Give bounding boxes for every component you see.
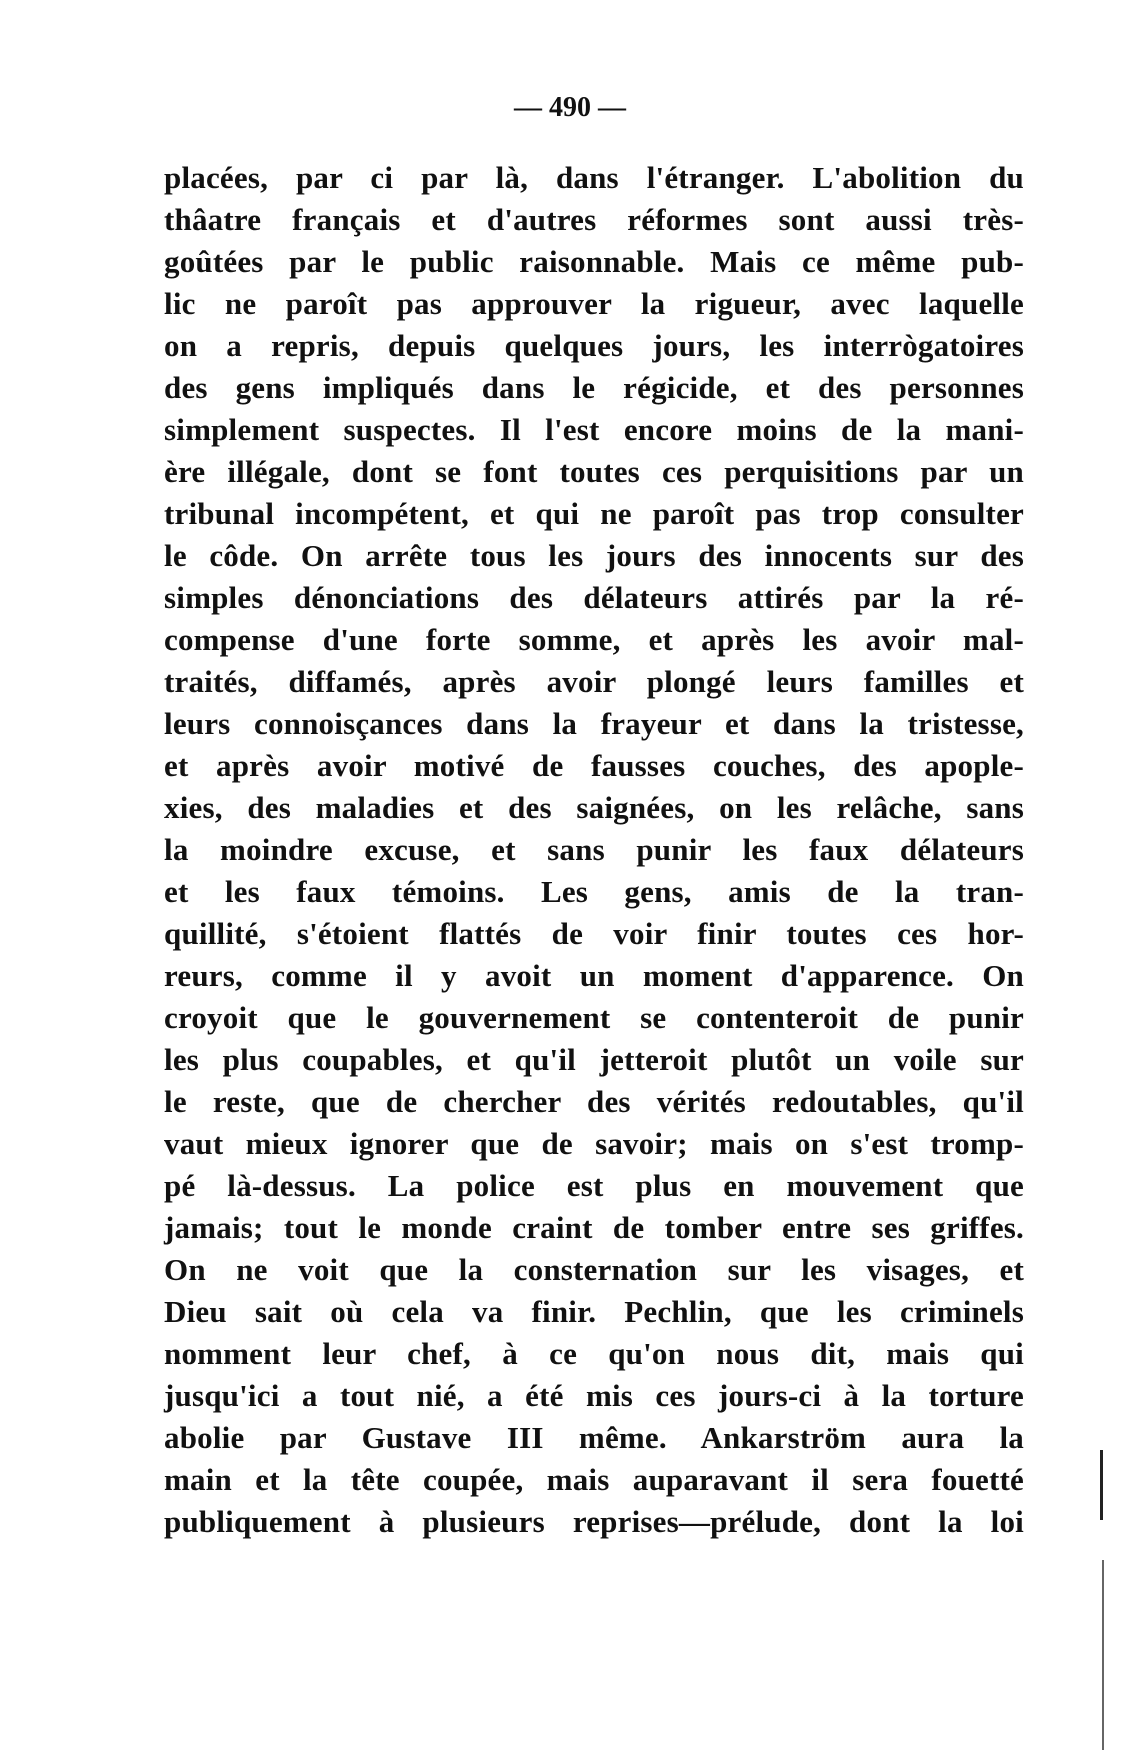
text-line: le reste, que de chercher des vérités redoutables, qu'il bbox=[164, 1084, 1024, 1119]
text-line: simples dénonciations des délateurs attirés par la ré- bbox=[164, 580, 1024, 615]
text-line: les plus coupables, et qu'il jetteroit plutôt un voile sur bbox=[164, 1042, 1024, 1077]
text-line: traités, diffamés, après avoir plongé leurs familles et bbox=[164, 664, 1024, 699]
text-line: pé là-dessus. La police est plus en mouvement que bbox=[164, 1168, 1024, 1203]
text-line: croyoit que le gouvernement se contenteroit de punir bbox=[164, 1000, 1024, 1035]
text-line: on a repris, depuis quelques jours, les interrògatoires bbox=[164, 328, 1024, 363]
scan-edge-mark bbox=[1100, 1450, 1103, 1520]
body-text bbox=[164, 157, 1024, 1543]
text-line: goûtées par le public raisonnable. Mais ce même pub- bbox=[164, 244, 1024, 279]
text-line: placées, par ci par là, dans l'étranger. L'abolition du bbox=[164, 160, 1024, 195]
text-line: reurs, comme il y avoit un moment d'apparence. On bbox=[164, 958, 1024, 993]
text-line: compense d'une forte somme, et après les avoir mal- bbox=[164, 622, 1024, 657]
text-line: xies, des maladies et des saignées, on les relâche, sans bbox=[164, 790, 1024, 825]
page-number: — 490 — bbox=[514, 92, 626, 123]
text-line: la moindre excuse, et sans punir les faux délateurs bbox=[164, 832, 1024, 867]
text-line: tribunal incompétent, et qui ne paroît pas trop consulter bbox=[164, 496, 1024, 531]
text-line: publiquement à plusieurs reprises—prélude, dont la loi bbox=[164, 1504, 1024, 1539]
text-line: quillité, s'étoient flattés de voir finir toutes ces hor- bbox=[164, 916, 1024, 951]
text-line: Dieu sait où cela va finir. Pechlin, que les criminels bbox=[164, 1294, 1024, 1329]
text-line: et les faux témoins. Les gens, amis de la tran- bbox=[164, 874, 1024, 909]
text-line: et après avoir motivé de fausses couches, des apople- bbox=[164, 748, 1024, 783]
text-line: nomment leur chef, à ce qu'on nous dit, mais qui bbox=[164, 1336, 1024, 1371]
text-line: On ne voit que la consternation sur les visages, et bbox=[164, 1252, 1024, 1287]
text-line: lic ne paroît pas approuver la rigueur, avec laquelle bbox=[164, 286, 1024, 321]
text-line: ère illégale, dont se font toutes ces perquisitions par un bbox=[164, 454, 1024, 489]
text-line: thâatre français et d'autres réformes sont aussi très- bbox=[164, 202, 1024, 237]
text-line: simplement suspectes. Il l'est encore moins de la mani- bbox=[164, 412, 1024, 447]
text-line: main et la tête coupée, mais auparavant il sera fouetté bbox=[164, 1462, 1024, 1497]
text-line: le côde. On arrête tous les jours des innocents sur des bbox=[164, 538, 1024, 573]
scan-edge-mark bbox=[1102, 1560, 1104, 1750]
text-line: abolie par Gustave III même. Ankarström aura la bbox=[164, 1420, 1024, 1455]
text-line: leurs connoisçances dans la frayeur et dans la tristesse, bbox=[164, 706, 1024, 741]
text-line: des gens impliqués dans le régicide, et des personnes bbox=[164, 370, 1024, 405]
text-line: jusqu'ici a tout nié, a été mis ces jours-ci à la torture bbox=[164, 1378, 1024, 1413]
text-line: jamais; tout le monde craint de tomber entre ses griffes. bbox=[164, 1210, 1024, 1245]
text-line: vaut mieux ignorer que de savoir; mais on s'est tromp- bbox=[164, 1126, 1024, 1161]
